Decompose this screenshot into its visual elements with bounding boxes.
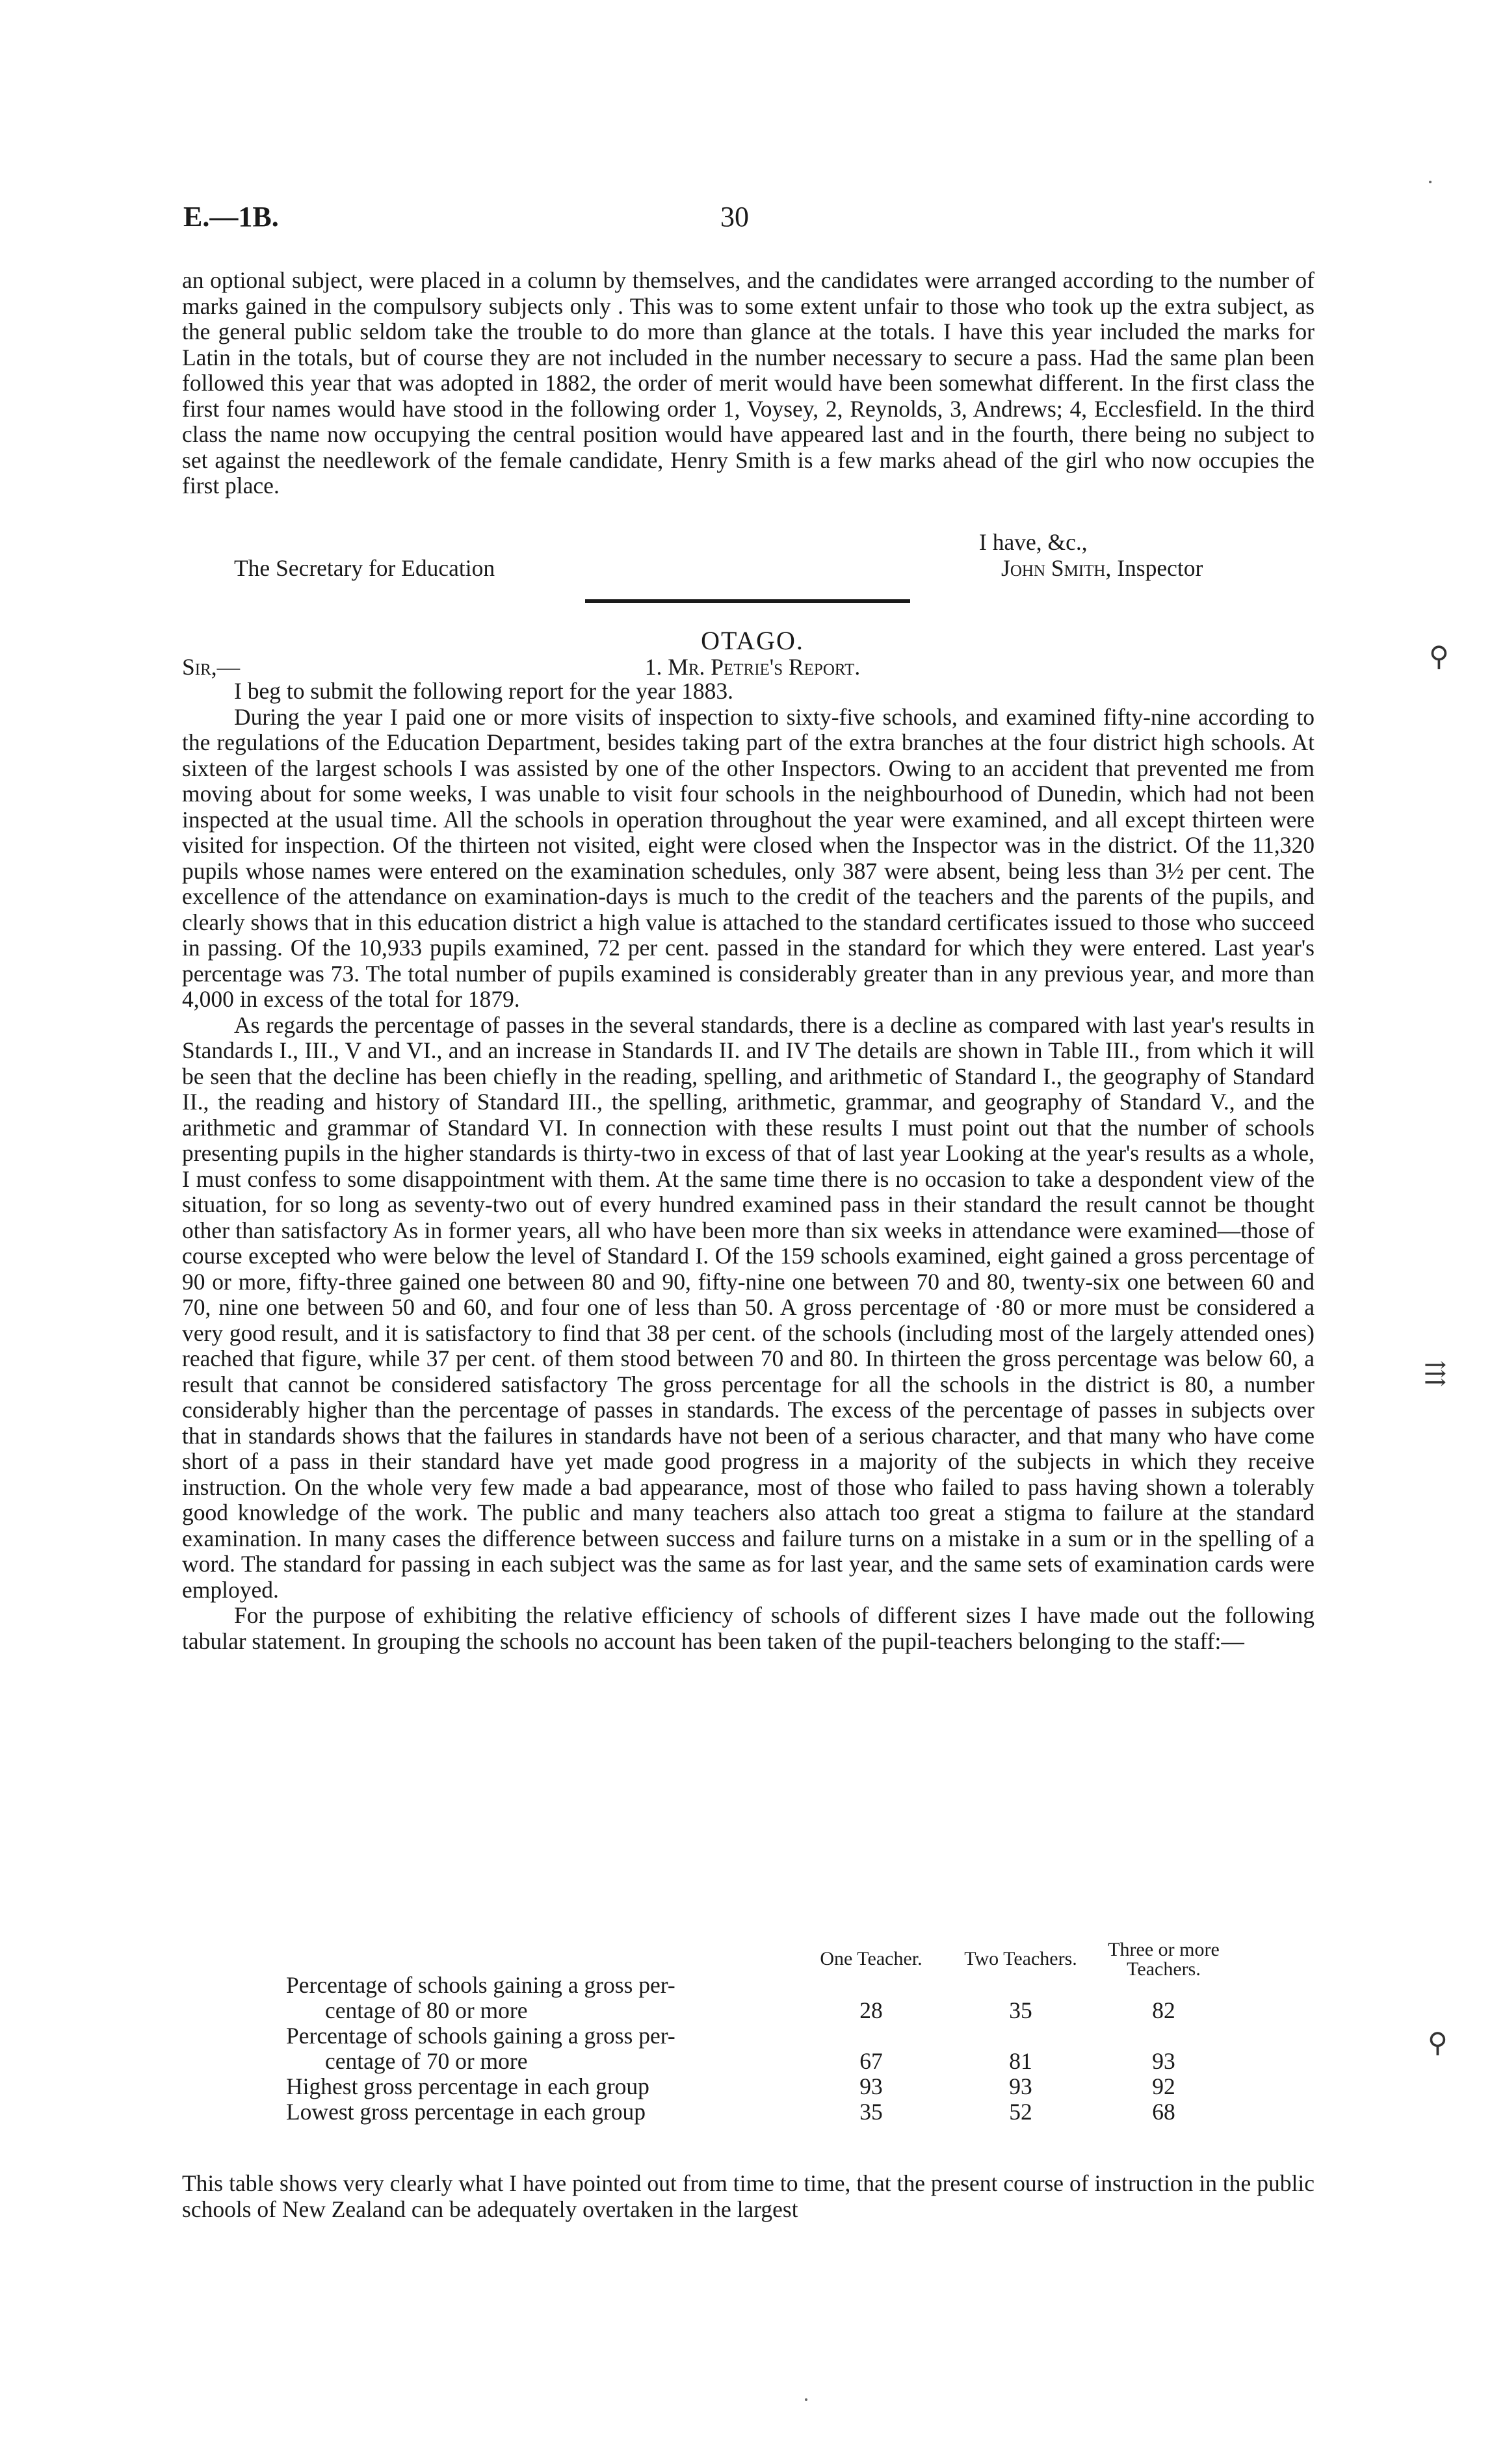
signature-name: John Smith: [1001, 555, 1106, 581]
continued-paragraph: [182, 268, 1315, 499]
table-cell: 52: [1009, 2099, 1032, 2125]
closing-paragraph: This table shows very clearly what I have pointed out from time to time, that the present course of instruction in the public schools of New Zealand can be adequately overtaken in the largest: [182, 2170, 1315, 2222]
row-label: centage of 80 or more: [325, 1997, 528, 2023]
report-title: 1. Mr. Petrie's Report.: [644, 654, 861, 680]
addressee: The Secretary for Education: [234, 555, 495, 581]
closing-formula: I have, &c.,: [979, 529, 1088, 555]
paragraph-table-intro: For the purpose of exhibiting the relative efficiency of schools of different sizes I have made out the following tabular statement. In grouping the schools no account has been taken of the pupil-teachers belonging to the staff:—: [182, 1602, 1315, 1654]
column-header: Two Teachers.: [964, 1948, 1077, 1969]
table-cell: 81: [1009, 2048, 1032, 2074]
report-body: [182, 679, 1315, 1654]
row-label: Highest gross percentage in each group: [286, 2073, 649, 2099]
section-divider: [585, 599, 910, 603]
closing-paragraph-block: [182, 2171, 1315, 2222]
column-header: Three or more Teachers.: [1108, 1939, 1220, 1980]
signature: [1001, 555, 1203, 581]
table-cell: 82: [1152, 1997, 1175, 2023]
table-cell: 92: [1152, 2073, 1175, 2099]
row-label: Lowest gross percentage in each group: [286, 2099, 646, 2125]
row-label: Percentage of schools gaining a gross per-: [286, 2023, 675, 2049]
page-speck: [805, 2398, 807, 2401]
margin-mark-icon: ⚲: [1428, 2029, 1448, 2058]
table-cell: 93: [1152, 2048, 1175, 2074]
paragraph-inspections: During the year I paid one or more visits of inspection to sixty-five schools, and examined fifty-nine according to the regulations of the Education Department, besides taking part of the extra branches at the four district high schools. At sixteen of the largest schools I was assisted by one of the other Inspectors. Owing to an accident that prevented me from moving about for some weeks, I was unable to visit four schools in the neighbourhood of Dunedin, which had not been inspected at the usual time. All the schools in operation throughout the year were examined, and all except thirteen were visited for inspection. Of the thirteen not visited, eight were closed when the Inspector was in the district. Of the 11,320 pupils whose names were entered on the examination schedules, only 387 were absent, being less than 3½ per cent. The excellence of the attendance on examination-days is much to the credit of the teachers and the parents of the pupils, and clearly shows that in this education district a high value is attached to the standard certificates issued to those who succeed in passing. Of the 10,933 pupils examined, 72 per cent. passed in the standard for which they were entered. Last year's percentage was 73. The total number of pupils examined is considerably greater than in any previous year, and more than 4,000 in excess of the total for 1879.: [182, 703, 1315, 1012]
paragraph-intro: I beg to submit the following report for the year 1883.: [234, 678, 733, 704]
table-cell: 35: [1009, 1997, 1032, 2023]
table-cell: 68: [1152, 2099, 1175, 2125]
row-label: Percentage of schools gaining a gross per-: [286, 1972, 675, 1998]
section-title: OTAGO.: [701, 626, 804, 655]
paragraph-text: an optional subject, were placed in a column by themselves, and the candidates were arranged according to the number of marks gained in the compulsory subjects only . This was to some extent unfair to those who took up the extra subject, as the general public seldom take the trouble to do more than glance at the totals. I have this year included the marks for Latin in the totals, but of course they are not included in the number necessary to secure a pass. Had the same plan been followed this year that was adopted in 1882, the order of merit would have been somewhat different. In the first class the first four names would have stood in the following order 1, Voysey, 2, Reynolds, 3, Andrews; 4, Ecclesfield. In the third class the name now occupying the central position would have appeared last and in the fourth, there being no subject to set against the needlework of the female candidate, Henry Smith is a few marks ahead of the girl who now occupies the first place.: [182, 267, 1315, 499]
margin-mark-icon: ⇶: [1424, 1359, 1447, 1389]
salutation: Sir,—: [182, 654, 241, 680]
page-speck: [1429, 181, 1432, 183]
paragraph-standards: As regards the percentage of passes in the several standards, there is a decline as compared with last year's results in Standards I., III., V and VI., and an increase in Standards II. and IV The details are shown in Table III., from which it will be seen that the decline has been chiefly in the reading, spelling, and arithmetic of Standard I., the geography of Standard II., the reading and history of Standard III., the spelling, arithmetic, grammar, and geography of Standard V., and the arithmetic and grammar of Standard VI. In connection with these results I must point out that the number of schools presenting pupils in the higher standards is thirty-two in excess of that of last year Looking at the year's results as a whole, I must confess to some disappointment with them. At the same time there is no occasion to take a despondent view of the situation, for so long as seventy-two out of every hundred examined pass in their standard the result cannot be thought other than satisfactory As in former years, all who have been more than six weeks in attendance were examined—those of course excepted who were below the level of Standard I. Of the 159 schools examined, eight gained a gross percentage of 90 or more, fifty-three gained one between 80 and 90, fifty-nine one between 70 and 80, twenty-six one between 60 and 70, nine one between 50 and 60, and four one of less than 50. A gross percentage of ·80 or more must be considered a very good result, and it is satisfactory to find that 38 per cent. of the schools (including most of the largely attended ones) reached that figure, while 37 per cent. of them stood between 70 and 80. In thirteen the gross percentage was below 60, a result that cannot be considered satisfactory The gross percentage for all the schools in the district is 80, a number considerably higher than the percentage of passes in standards. The excess of the percentage of passes in subjects over that in standards shows that the failures in standards have not been of a serious character, and that many who have come short of a pass in their standard have yet made good progress in a majority of the subjects in which they receive instruction. On the whole very few made a bad appearance, most of those who failed to pass having shown a tolerably good knowledge of the work. The public and many teachers also attach too great a stigma to failure at the standard examination. In many cases the difference between success and failure turns on a mistake in a sum or in the spelling of a word. The standard for passing in each subject was the same as for last year, and the same sets of examination cards were employed.: [182, 1011, 1315, 1603]
row-label: centage of 70 or more: [325, 2048, 528, 2074]
table-cell: 35: [859, 2099, 883, 2125]
table-cell: 67: [859, 2048, 883, 2074]
page-number: 30: [720, 201, 749, 233]
table-cell: 93: [1009, 2073, 1032, 2099]
table-cell: 93: [859, 2073, 883, 2099]
column-header: One Teacher.: [820, 1948, 923, 1969]
signature-title: , Inspector: [1105, 555, 1203, 581]
document-reference: E.—1B.: [183, 201, 279, 233]
table-cell: 28: [859, 1997, 883, 2023]
margin-mark-icon: ⚲: [1429, 642, 1449, 672]
